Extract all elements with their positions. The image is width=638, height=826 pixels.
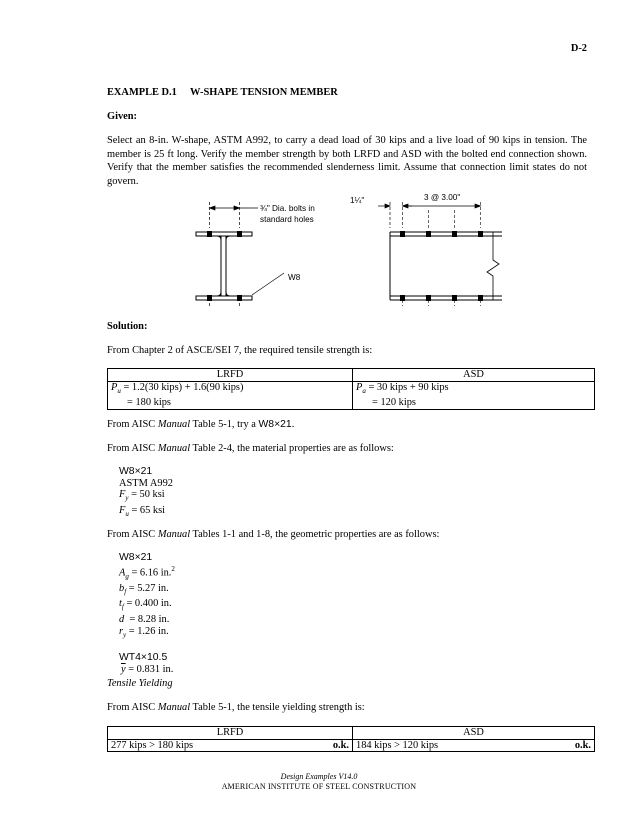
table2-asd-header: ASD [353, 727, 595, 740]
table1-lrfd-cell: $P_u = 1.2(30$ kips) + 1.6(90 kips) = 180 kips [108, 381, 353, 409]
shape-label-leader [252, 273, 284, 295]
solution-label: Solution: [107, 321, 148, 332]
geometric-wt-shape: WT4×10.5 [119, 652, 168, 664]
geometric-bf: $b_f = 5.27$ in. [119, 582, 169, 596]
shape-label: W8 [288, 273, 301, 282]
geometric-shape: W8×21 [119, 552, 153, 563]
table2-asd-ok: o.k. [574, 739, 591, 751]
material-text: From AISC Manual Table 2-4, the material properties are as follows: [107, 443, 394, 454]
geometric-d: d = 8.28 in. [119, 614, 170, 626]
elevation-dimensions [378, 202, 481, 228]
given-label: Given: [107, 111, 138, 122]
material-properties [119, 466, 173, 521]
table1-lrfd-header: LRFD [108, 369, 353, 382]
footer [0, 772, 638, 792]
table2-lrfd-ok: o.k. [332, 739, 349, 751]
bolt-label-line2: standard holes [260, 215, 314, 224]
given-text: Select an 8-in. W-shape, ASTM A992, to carry a dead load of 30 kips and a live load of 90 kips in tension. The member is 25 ft long. Verify the member strength by both LRFD and ASD with the bolted end connection shown. Verify that the member satisfies the recommended slenderness limit. Assume that connection limit states do not govern. [107, 135, 587, 187]
table2-asd-cell: 184 kips > 120 kips o.k. [353, 739, 595, 752]
page-number: D-2 [570, 43, 587, 54]
material-fy: $F_y = 50$ ksi [119, 489, 165, 503]
footer-publisher: AMERICAN INSTITUTE OF STEEL CONSTRUCTION [221, 782, 417, 791]
try-shape-text: From AISC Manual Table 5-1, try a W8×21. [107, 419, 295, 430]
tensile-yielding-table [107, 726, 595, 752]
geometric-ry: $r_y = 1.26$ in. [119, 625, 169, 639]
material-spec: ASTM A992 [119, 477, 173, 489]
table1-asd-header: ASD [353, 369, 595, 382]
required-strength-text: From Chapter 2 of ASCE/SEI 7, the required tensile strength is: [107, 345, 373, 356]
material-shape: W8×21 [119, 466, 153, 477]
required-strength-table [107, 368, 595, 410]
table1-asd-cell: $P_a = 30$ kips + 90 kips = 120 kips [353, 381, 595, 409]
geometric-ag: $A_g = 6.16$ in.$^2$ [119, 564, 175, 581]
table2-lrfd-header: LRFD [108, 727, 353, 740]
elevation-centerlines [403, 202, 481, 306]
tensile-yielding-heading: Tensile Yielding [107, 678, 173, 689]
elevation-bolts [400, 231, 483, 301]
material-fu: $F_u = 65$ ksi [119, 504, 166, 518]
example-title: W-SHAPE TENSION MEMBER [190, 87, 338, 98]
example-number: EXAMPLE D.1 [107, 87, 177, 98]
edge-distance-dimension: 1¼" [350, 196, 365, 205]
footer-edition: Design Examples V14.0 [280, 772, 358, 781]
bolt-spacing-dimension: 3 @ 3.00" [424, 193, 461, 202]
geometric-ybar: $\overline{y} = 0.831$ in. [121, 663, 174, 675]
geometric-properties [119, 552, 175, 676]
table2-lrfd-cell: 277 kips > 180 kips o.k. [108, 739, 353, 752]
w-section-bolts [207, 231, 242, 301]
bolted-connection-figure [190, 188, 520, 306]
geometric-text: From AISC Manual Tables 1-1 and 1-8, the geometric properties are as follows: [107, 529, 440, 540]
w-section-cross-section [196, 232, 252, 300]
bolt-gage-dimension [210, 202, 240, 306]
geometric-tf: $t_f = 0.400$ in. [119, 598, 172, 612]
elevation-view [390, 232, 502, 300]
bolt-label-line1: ¾" Dia. bolts in [260, 204, 315, 213]
tensile-yielding-text: From AISC Manual Table 5-1, the tensile yielding strength is: [107, 702, 365, 713]
